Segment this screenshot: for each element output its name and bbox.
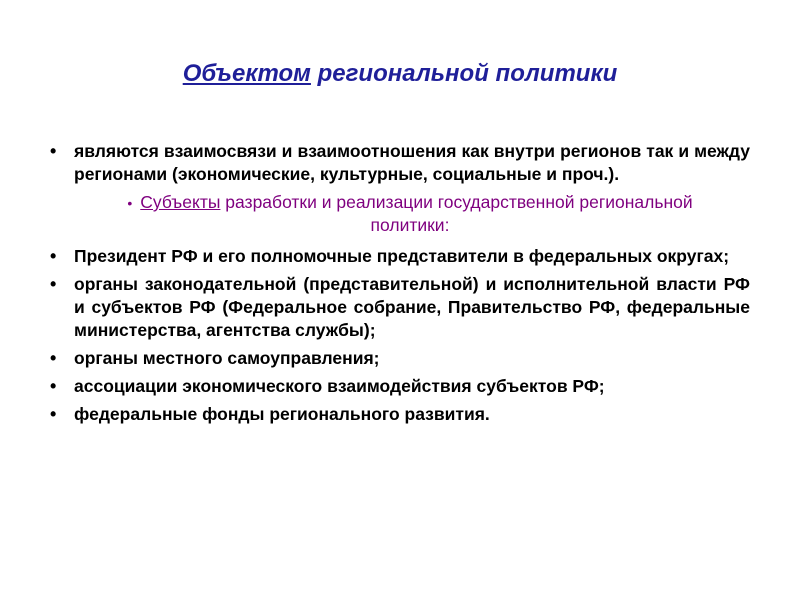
bullet-text: являются взаимосвязи и взаимоотношения как внутри регионов так и между регионами (экономические, культурные, социальные и проч.).	[74, 141, 750, 184]
bullet-text: органы местного самоуправления;	[74, 348, 380, 368]
subheading-rest: разработки и реализации государственной региональной политики:	[220, 192, 693, 235]
bullet-text: Президент РФ и его полномочные представители в федеральных округах;	[74, 246, 730, 266]
bullet-icon: •	[127, 195, 133, 211]
slide-title	[0, 57, 800, 91]
bullet-icon: •	[50, 246, 57, 266]
subheading-underlined-word: Субъекты	[140, 192, 221, 212]
title-underlined-word: Объектом	[182, 60, 311, 87]
title-rest: региональной политики	[310, 60, 618, 87]
bullet-icon: •	[50, 404, 57, 424]
bullet-item-objects	[50, 140, 750, 186]
bullet-icon: •	[50, 348, 57, 368]
subheading-subjects	[50, 191, 750, 236]
bullet-text: федеральные фонды регионального развития.	[74, 404, 490, 424]
bullet-item-local-government	[50, 347, 750, 370]
bullet-text: органы законодательной (представительной) и исполнительной власти РФ и субъектов РФ (Федеральное собрание, Правительство РФ, федеральные министерства, агентства службы);	[74, 274, 750, 340]
bullet-icon: •	[50, 274, 57, 294]
slide-content	[50, 140, 750, 431]
bullet-item-funds	[50, 403, 750, 426]
bullet-item-authorities	[50, 273, 750, 342]
bullet-text: ассоциации экономического взаимодействия субъектов РФ;	[74, 376, 605, 396]
bullet-item-president	[50, 245, 750, 268]
bullet-icon: •	[50, 376, 57, 396]
bullet-icon: •	[50, 141, 57, 161]
bullet-item-associations	[50, 375, 750, 398]
